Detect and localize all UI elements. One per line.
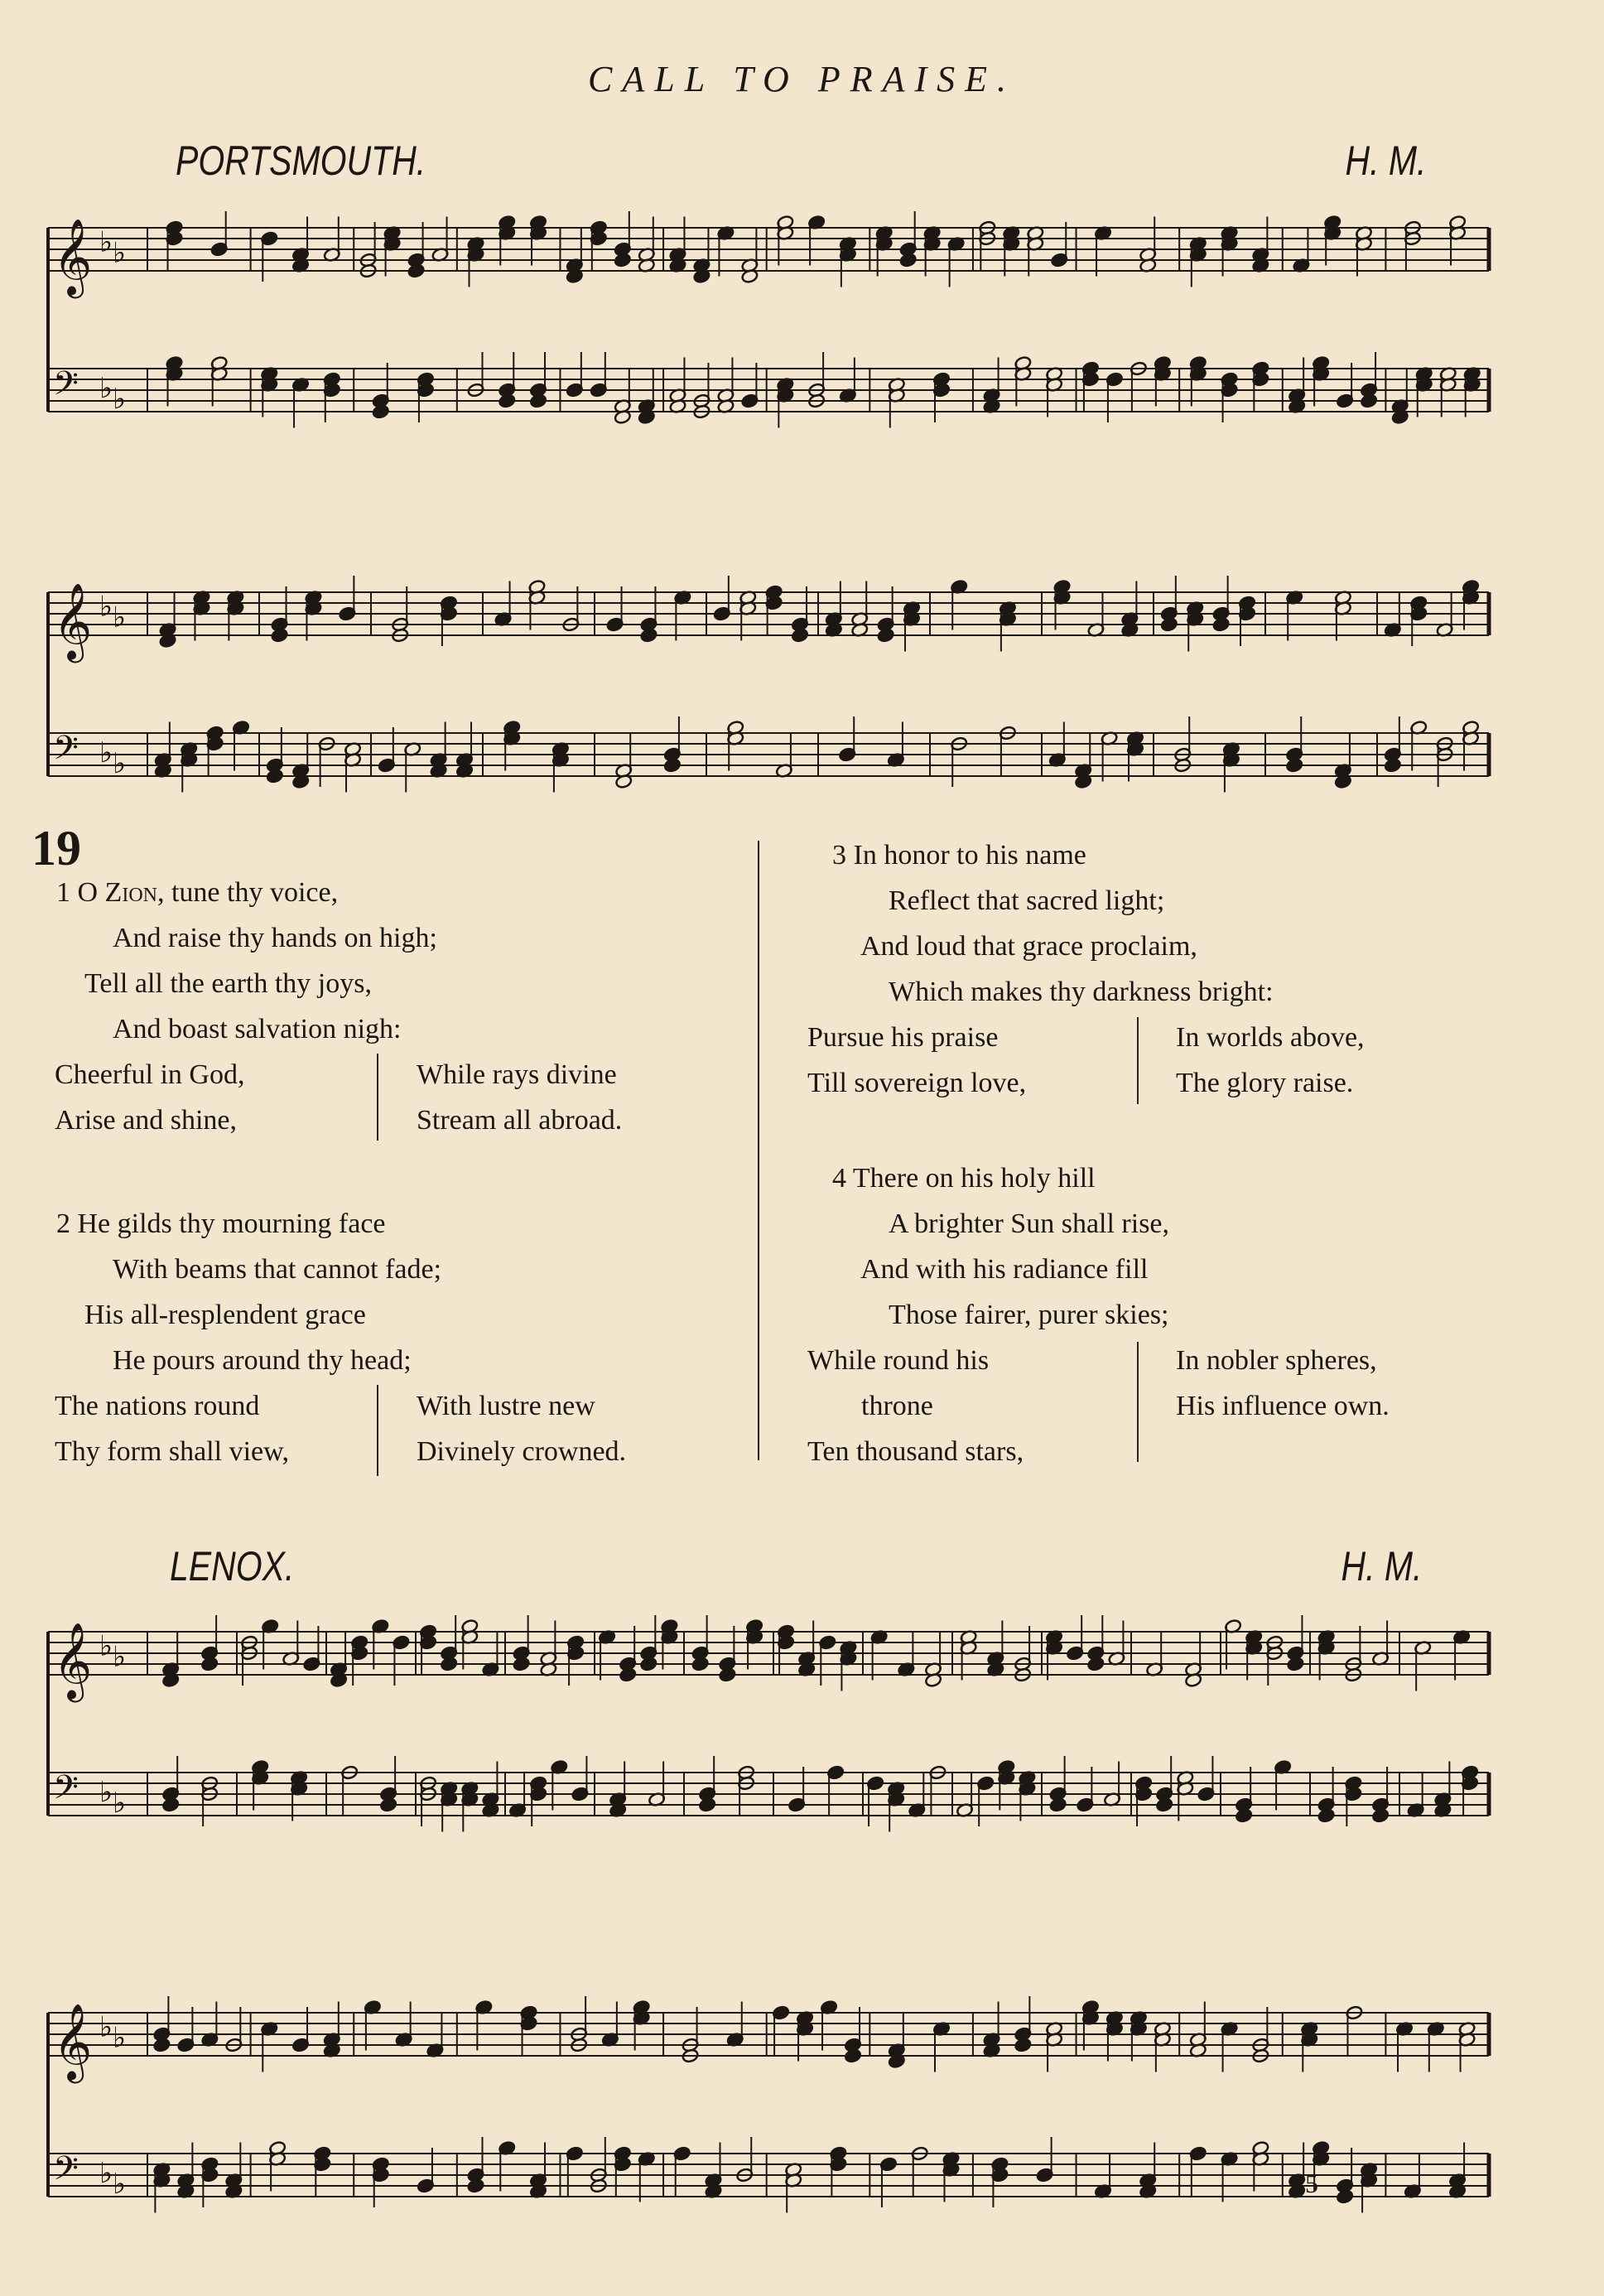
stanza-line: His all-resplendent grace <box>84 1300 366 1330</box>
stanza-line: And loud that grace proclaim, <box>860 931 1197 962</box>
stanza-line: Tell all the earth thy joys, <box>84 968 372 999</box>
key-flat-icon: ♭ <box>99 2157 113 2190</box>
stanza-line: A brighter Sun shall rise, <box>889 1208 1170 1239</box>
stanza-first-line-text: In honor to his name <box>853 840 1086 871</box>
note-head <box>1087 1657 1105 1671</box>
treble-clef-icon: 𝄞 <box>53 582 93 659</box>
note-head <box>719 1667 736 1682</box>
key-flat-icon: ♭ <box>113 2021 127 2055</box>
refrain-left-line: Ten thousand stars, <box>807 1436 1024 1467</box>
note-head <box>513 1657 530 1671</box>
key-flat-icon: ♭ <box>113 1787 127 1820</box>
refrain-couplet <box>31 1052 760 1143</box>
note-head <box>1371 1808 1389 1823</box>
refrain-right-line: Stream all abroad. <box>417 1105 623 1136</box>
refrain-couplet <box>31 1383 760 1474</box>
note-head <box>153 2038 171 2052</box>
key-flat-icon: ♭ <box>99 1629 113 1663</box>
stanza-first-line <box>31 870 760 915</box>
stanza-1 <box>31 870 760 1143</box>
note-head <box>844 2048 861 2063</box>
stanza-line: Reflect that sacred light; <box>889 885 1165 916</box>
note-head <box>1014 2038 1032 2052</box>
treble-clef-icon: 𝄞 <box>53 2003 93 2080</box>
refrain-left-line: Pursue his praise <box>807 1022 999 1053</box>
refrain-left-line: Thy form shall view, <box>55 1436 289 1467</box>
music-staff-grand <box>31 1980 1505 2253</box>
note-head <box>1049 1797 1067 1812</box>
note-head <box>529 393 547 408</box>
note-head <box>791 628 808 643</box>
stanza-line: And with his radiance fill <box>860 1254 1149 1285</box>
stanza-2 <box>31 1201 760 1474</box>
music-staff-grand <box>31 1599 1505 1872</box>
refrain-left-line: Arise and shine, <box>55 1105 238 1136</box>
note-head <box>1212 617 1230 632</box>
stanza-4 <box>807 1155 1553 1474</box>
refrain-left-line: Cheerful in God, <box>55 1059 245 1090</box>
treble-clef-icon: 𝄞 <box>53 1622 93 1699</box>
tune-name-portsmouth: PORTSMOUTH. <box>176 137 426 184</box>
stanza-line: Those fairer, purer skies; <box>889 1300 1169 1330</box>
refrain-right-line: With lustre new <box>417 1391 595 1421</box>
note-head <box>499 393 516 408</box>
key-flat-icon: ♭ <box>99 372 113 405</box>
refrain-divider <box>1137 1017 1139 1104</box>
refrain-right-line: While rays divine <box>417 1059 617 1090</box>
music-system-lenox-1 <box>31 1599 1505 1872</box>
refrain-divider <box>377 1054 378 1141</box>
page-header: CALL TO PRAISE. <box>588 59 1016 99</box>
key-flat-icon: ♭ <box>99 225 113 259</box>
page-number: 15 <box>1292 2168 1318 2198</box>
note-head <box>1317 1808 1335 1823</box>
refrain-couplet <box>807 1338 1553 1474</box>
music-system-lenox-2 <box>31 1980 1505 2253</box>
stanza-first-line <box>31 1201 760 1247</box>
note-head <box>372 404 389 419</box>
stanza-first-line <box>807 832 1553 878</box>
refrain-right-line: Divinely crowned. <box>417 1436 627 1467</box>
note-head <box>1286 758 1303 773</box>
music-staff-grand <box>31 559 1505 832</box>
refrain-divider <box>1137 1342 1139 1462</box>
key-flat-icon: ♭ <box>99 2010 113 2044</box>
key-flat-icon: ♭ <box>113 1640 127 1674</box>
stanza-3 <box>807 832 1553 1106</box>
stanza-line: Which makes thy darkness bright: <box>889 977 1274 1007</box>
note-head <box>1287 1657 1304 1671</box>
key-flat-icon: ♭ <box>113 2168 127 2201</box>
refrain-right-line: His influence own. <box>1176 1391 1390 1421</box>
note-head <box>899 253 917 268</box>
note-head <box>200 1657 218 1671</box>
stanza-line: With beams that cannot fade; <box>113 1254 442 1285</box>
note-head <box>1360 393 1377 408</box>
note-head <box>1235 1808 1252 1823</box>
refrain-right-line: In worlds above, <box>1176 1022 1365 1053</box>
stanza-first-line-text: He gilds thy mourning face <box>77 1208 386 1239</box>
note-head <box>640 628 657 643</box>
note-head <box>640 1657 657 1671</box>
meter-lenox: H. M. <box>1341 1543 1422 1589</box>
key-flat-icon: ♭ <box>99 736 113 769</box>
note-head <box>441 1657 458 1671</box>
meter-portsmouth: H. M. <box>1345 137 1426 184</box>
refrain-left-line: The nations round <box>55 1391 260 1421</box>
tune-name-lenox: LENOX. <box>170 1543 295 1589</box>
stanza-line: He pours around thy head; <box>113 1345 412 1376</box>
key-flat-icon: ♭ <box>113 601 127 634</box>
note-head <box>271 628 288 643</box>
refrain-divider <box>377 1385 378 1476</box>
stanza-number: 4 <box>832 1163 846 1194</box>
bass-clef-icon: 𝄢 <box>53 1768 79 1815</box>
note-head <box>467 2178 484 2193</box>
hymn-number: 19 <box>31 821 81 875</box>
stanza-first-word: O Zion, <box>77 877 165 908</box>
key-flat-icon: ♭ <box>99 1776 113 1809</box>
music-system-portsmouth-2 <box>31 559 1505 832</box>
bass-clef-icon: 𝄢 <box>53 729 79 775</box>
note-head <box>266 769 283 784</box>
note-head <box>691 1657 709 1671</box>
stanza-number: 3 <box>832 840 846 871</box>
note-head <box>877 628 894 643</box>
note-head <box>379 1797 397 1812</box>
note-head <box>407 263 425 278</box>
note-head <box>1156 1797 1173 1812</box>
refrain-left-line: While round his <box>807 1345 990 1376</box>
stanza-number: 2 <box>56 1208 70 1239</box>
note-head <box>1336 2189 1353 2204</box>
refrain-right-line: The glory raise. <box>1176 1068 1354 1098</box>
key-flat-icon: ♭ <box>99 590 113 624</box>
column-divider <box>758 841 759 1460</box>
note-head <box>698 1797 715 1812</box>
bass-clef-icon: 𝄢 <box>53 364 79 411</box>
note-head <box>619 1667 637 1682</box>
note-head <box>1160 617 1178 632</box>
note-head <box>614 253 631 268</box>
note-head <box>161 1797 179 1812</box>
music-system-portsmouth-1 <box>31 195 1505 468</box>
note-head <box>1384 758 1401 773</box>
key-flat-icon: ♭ <box>113 383 127 416</box>
stanza-first-line-rest: tune thy voice, <box>171 877 339 908</box>
key-flat-icon: ♭ <box>113 236 127 270</box>
refrain-right-line: In nobler spheres, <box>1176 1345 1377 1376</box>
note-head <box>663 758 681 773</box>
refrain-left-line: Till sovereign love, <box>807 1068 1027 1098</box>
treble-clef-icon: 𝄞 <box>53 218 93 295</box>
bass-clef-icon: 𝄢 <box>53 2149 79 2196</box>
stanza-number: 1 <box>56 877 70 908</box>
stanza-first-line-text: There on his holy hill <box>852 1163 1096 1194</box>
stanza-line: And boast salvation nigh: <box>113 1014 402 1044</box>
refrain-couplet <box>807 1015 1553 1106</box>
refrain-left-line: throne <box>861 1391 933 1421</box>
music-staff-grand <box>31 195 1505 468</box>
stanza-first-line <box>807 1155 1553 1201</box>
key-flat-icon: ♭ <box>113 747 127 780</box>
stanza-line: And raise thy hands on high; <box>113 923 437 953</box>
